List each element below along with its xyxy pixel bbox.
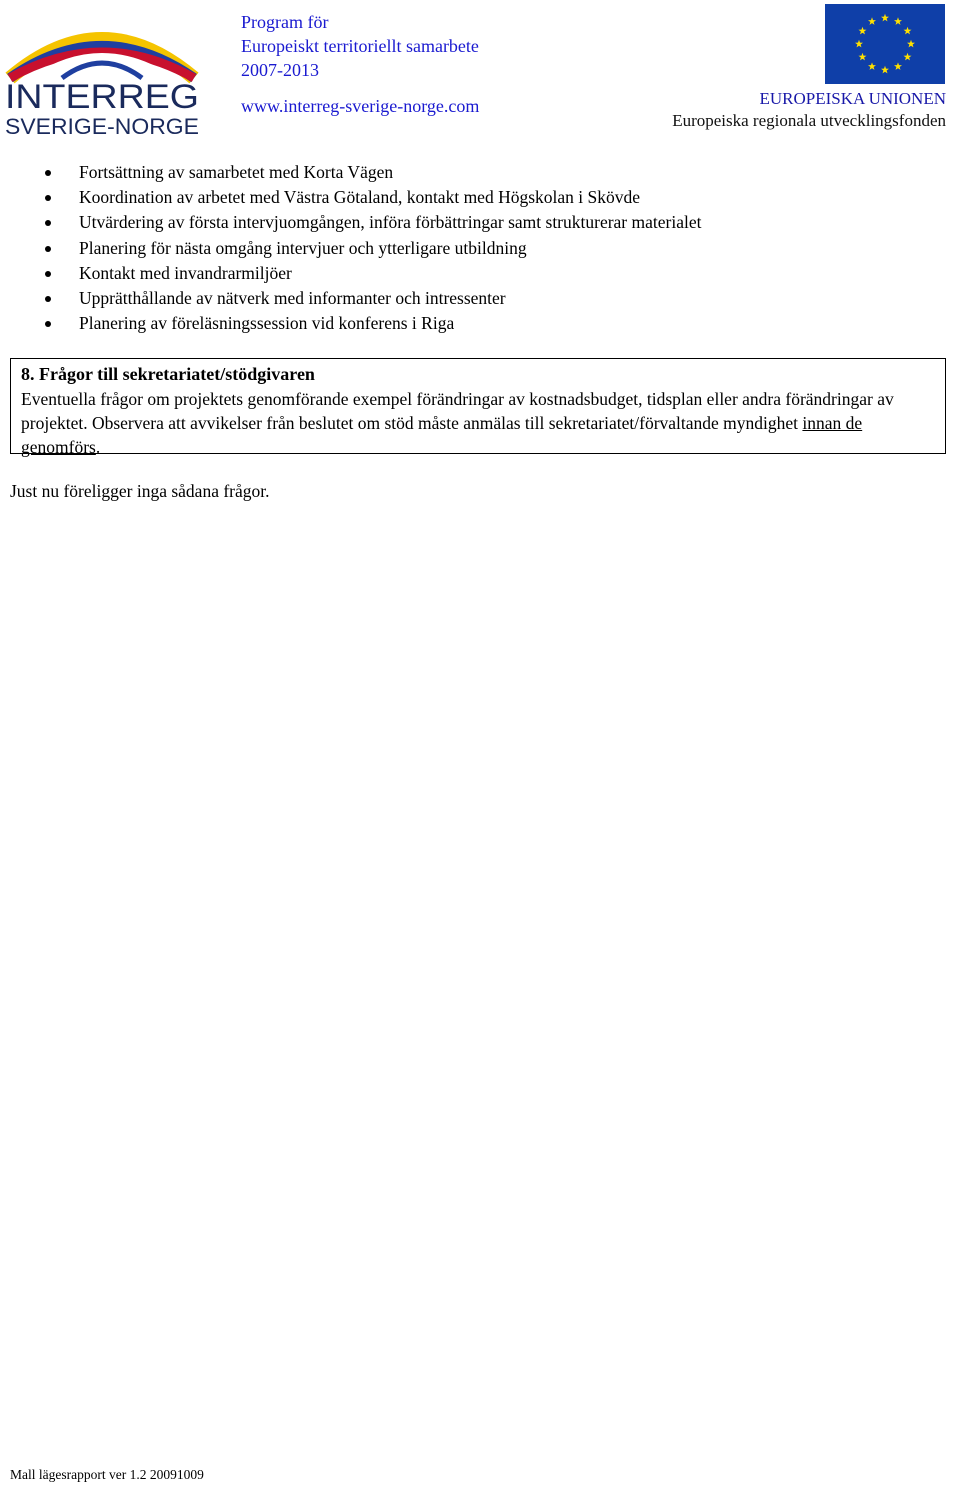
bullet-icon — [45, 246, 51, 252]
list-item — [40, 261, 701, 286]
list-item — [40, 286, 701, 311]
list-item-text: Planering för nästa omgång intervjuer och ytterligare utbildning — [79, 237, 527, 258]
page-footer: Mall lägesrapport ver 1.2 20091009 — [10, 1467, 204, 1482]
section-8-underlined-text: innan de genomförs — [21, 413, 863, 457]
activity-bullet-list — [40, 160, 701, 336]
list-item — [40, 236, 701, 261]
interreg-sverige-norge-logo — [2, 18, 202, 138]
eu-flag-icon — [825, 4, 945, 84]
eu-subtitle: Europeiska regionala utvecklingsfonden — [672, 111, 946, 130]
section-8-answer: Just nu föreligger inga sådana frågor. — [10, 481, 270, 501]
bullet-icon — [45, 220, 51, 226]
section-8-body — [21, 387, 945, 459]
eu-label — [672, 88, 946, 132]
list-item-text: Utvärdering av första intervjuomgången, införa förbättringar samt strukturerar materialet — [79, 212, 702, 233]
program-header — [241, 10, 479, 118]
section-8-box — [10, 358, 946, 457]
bullet-icon — [45, 271, 51, 277]
program-line-1: Program för — [241, 12, 329, 32]
bullet-icon — [45, 296, 51, 302]
bullet-icon — [45, 195, 51, 201]
bullet-icon — [45, 170, 51, 176]
logo-text-top: INTERREG — [5, 78, 199, 116]
section-8-body-end: . — [95, 437, 101, 457]
logo-text-bottom: SVERIGE-NORGE — [5, 114, 199, 138]
list-item — [40, 160, 701, 185]
list-item-text: Fortsättning av samarbetet med Korta Vägen — [79, 162, 394, 182]
program-line-2: Europeiskt territoriellt samarbete — [241, 36, 479, 56]
list-item-text: Upprätthållande av nätverk med informanter och intressenter — [79, 288, 506, 309]
list-item — [40, 210, 701, 235]
list-item — [40, 185, 701, 210]
list-item-text: Planering av föreläsningssession vid konferens i Riga — [79, 313, 455, 334]
eu-title: EUROPEISKA UNIONEN — [759, 89, 946, 108]
list-item-text: Kontakt med invandrarmiljöer — [79, 262, 292, 283]
section-8-body-text: Eventuella frågor om projektets genomförande exempel förändringar av kostnadsbudget, tidsplan eller andra förändringar av projektet. Observera att avvikelser från beslutet om stöd måste anmälas till sekretariatet/förvaltande myndighet — [21, 389, 894, 433]
section-8-heading: 8. Frågor till sekretariatet/stödgivaren — [21, 364, 315, 384]
list-item-text: Koordination av arbetet med Västra Götaland, kontakt med Högskolan i Skövde — [79, 187, 641, 208]
program-url-link[interactable]: www.interreg-sverige-norge.com — [241, 96, 480, 116]
list-item — [40, 311, 701, 336]
bullet-icon — [45, 321, 51, 327]
program-line-3: 2007-2013 — [241, 60, 319, 80]
